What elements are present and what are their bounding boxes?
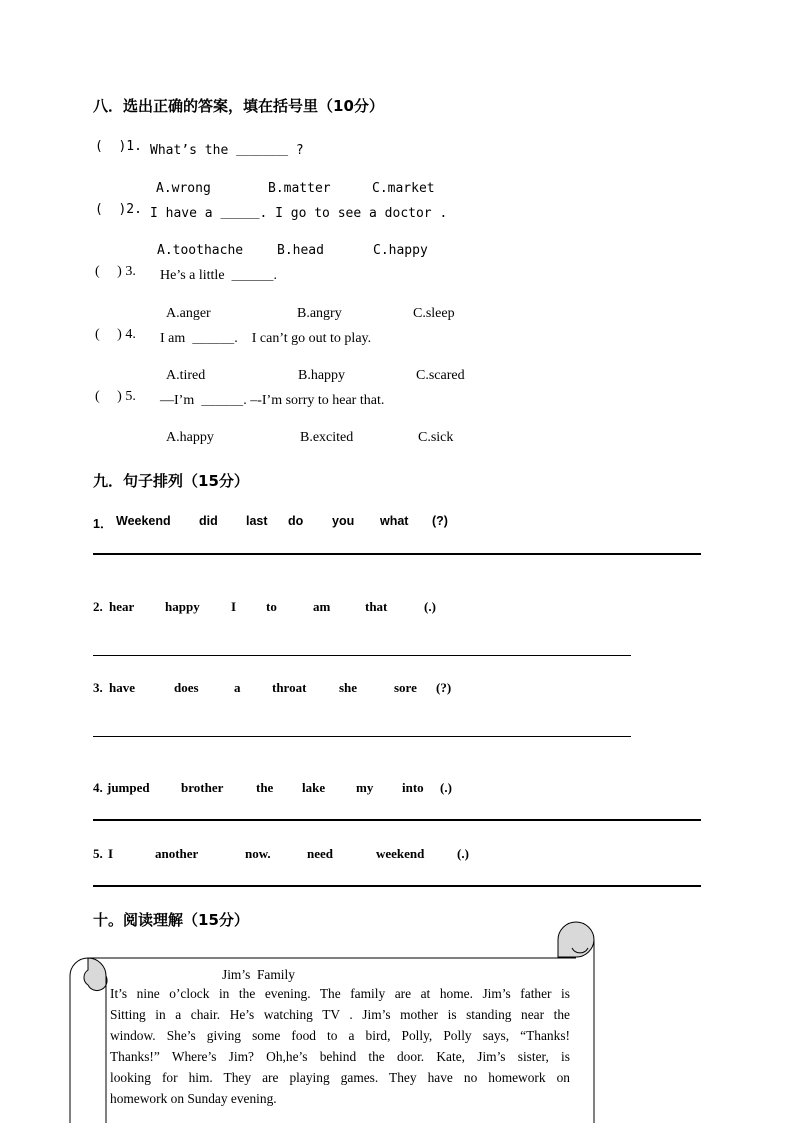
question-2-text: I have a ＿＿＿. I go to see a doctor . [150,206,448,221]
item-1-word: did [199,514,218,528]
question-1-option-a: A.wrong [156,181,211,196]
section9-title: 九．句子排列（15分） [93,472,249,490]
question-4-prefix: ( ) 4. [95,327,136,342]
question-1-text: What’s the ＿＿＿＿ ? [150,143,304,158]
question-2-option-a: A.toothache [157,243,244,258]
item-3-word: (?) [436,680,452,695]
question-5-option-c: C.sick [418,430,454,445]
item-3-word: does [174,680,199,695]
item-1-word: last [246,514,268,528]
question-3-text: He’s a little ＿＿＿. [160,268,278,283]
question-4-option-a: A.tired [166,368,206,383]
item-1-word: what [380,514,409,528]
item-1-word: you [332,514,355,528]
section8-title: 八．选出正确的答案，填在括号里（10分） [93,97,384,115]
question-2-option-c: C.happy [373,243,428,258]
item-3-word: a [234,680,241,695]
item-3-word: sore [394,680,417,695]
item-3-word: have [109,680,135,695]
item-4-word: brother [181,780,224,795]
item-1-word: (?) [432,514,448,528]
item-2-word: I [231,599,237,614]
item-1-word: do [288,514,304,528]
item-2-word: hear [109,599,135,614]
item-1-number: 1． [93,517,113,531]
section10-title: 十。阅读理解（15分） [93,911,249,929]
question-5-prefix: ( ) 5. [95,389,136,404]
item-2-word: am [313,599,331,614]
item-5-word: I [108,846,114,861]
item-4-word: my [356,780,374,795]
question-5-option-b: B.excited [300,430,354,445]
passage-title: Jim’s Family [222,967,295,982]
question-3-prefix: ( ) 3. [95,264,136,279]
item-4-word: lake [302,780,326,795]
item-4-word: jumped [107,780,150,795]
item-4-word: (.) [440,780,452,795]
question-1-option-c: C.market [372,181,435,196]
item-5-number: 5. [93,846,103,861]
item-5-word: need [307,846,333,861]
question-4-text: I am ＿＿＿. I can’t go out to play. [160,331,372,346]
question-3-option-a: A.anger [166,306,211,321]
question-4-option-b: B.happy [298,368,346,383]
item-5-word: (.) [457,846,469,861]
passage-line: Sitting in a chair. He’s watching TV . Jim’s mother is standing near the [110,1007,570,1022]
item-3-word: throat [272,680,307,695]
passage-line: homework on Sunday evening. [110,1091,277,1106]
item-2-word: happy [165,599,200,614]
item-5-word: now. [245,846,271,861]
item-1-word: Weekend [116,514,171,528]
item-2-word: that [365,599,388,614]
passage-line: looking for him. They are playing games. They have no homework on [110,1070,570,1085]
item-2-word: to [266,599,277,614]
item-5-word: another [155,846,199,861]
question-1-option-b: B.matter [268,181,331,196]
item-4-word: the [256,780,274,795]
question-5-option-a: A.happy [166,430,214,445]
question-2-option-b: B.head [277,243,324,258]
passage-line: window. She’s giving some food to a bird, Polly, Polly says, “Thanks! [110,1028,570,1043]
question-1-prefix: ( )1. [95,139,142,154]
question-5-text: —I’m ＿＿＿. –-I’m sorry to hear that. [160,393,385,408]
item-2-number: 2. [93,599,103,614]
question-3-option-b: B.angry [297,306,342,321]
item-4-number: 4. [93,780,103,795]
item-2-word: (.) [424,599,436,614]
passage-line: Thanks!” Where’s Jim? Oh,he’s behind the door. Kate, Jim’s sister, is [110,1049,570,1064]
question-4-option-c: C.scared [416,368,465,383]
item-3-number: 3. [93,680,103,695]
passage-line: It’s nine o’clock in the evening. The family are at home. Jim’s father is [110,986,570,1001]
item-3-word: she [339,680,358,695]
item-5-word: weekend [376,846,425,861]
item-4-word: into [402,780,424,795]
question-2-prefix: ( )2. [95,202,142,217]
question-3-option-c: C.sleep [413,306,455,321]
